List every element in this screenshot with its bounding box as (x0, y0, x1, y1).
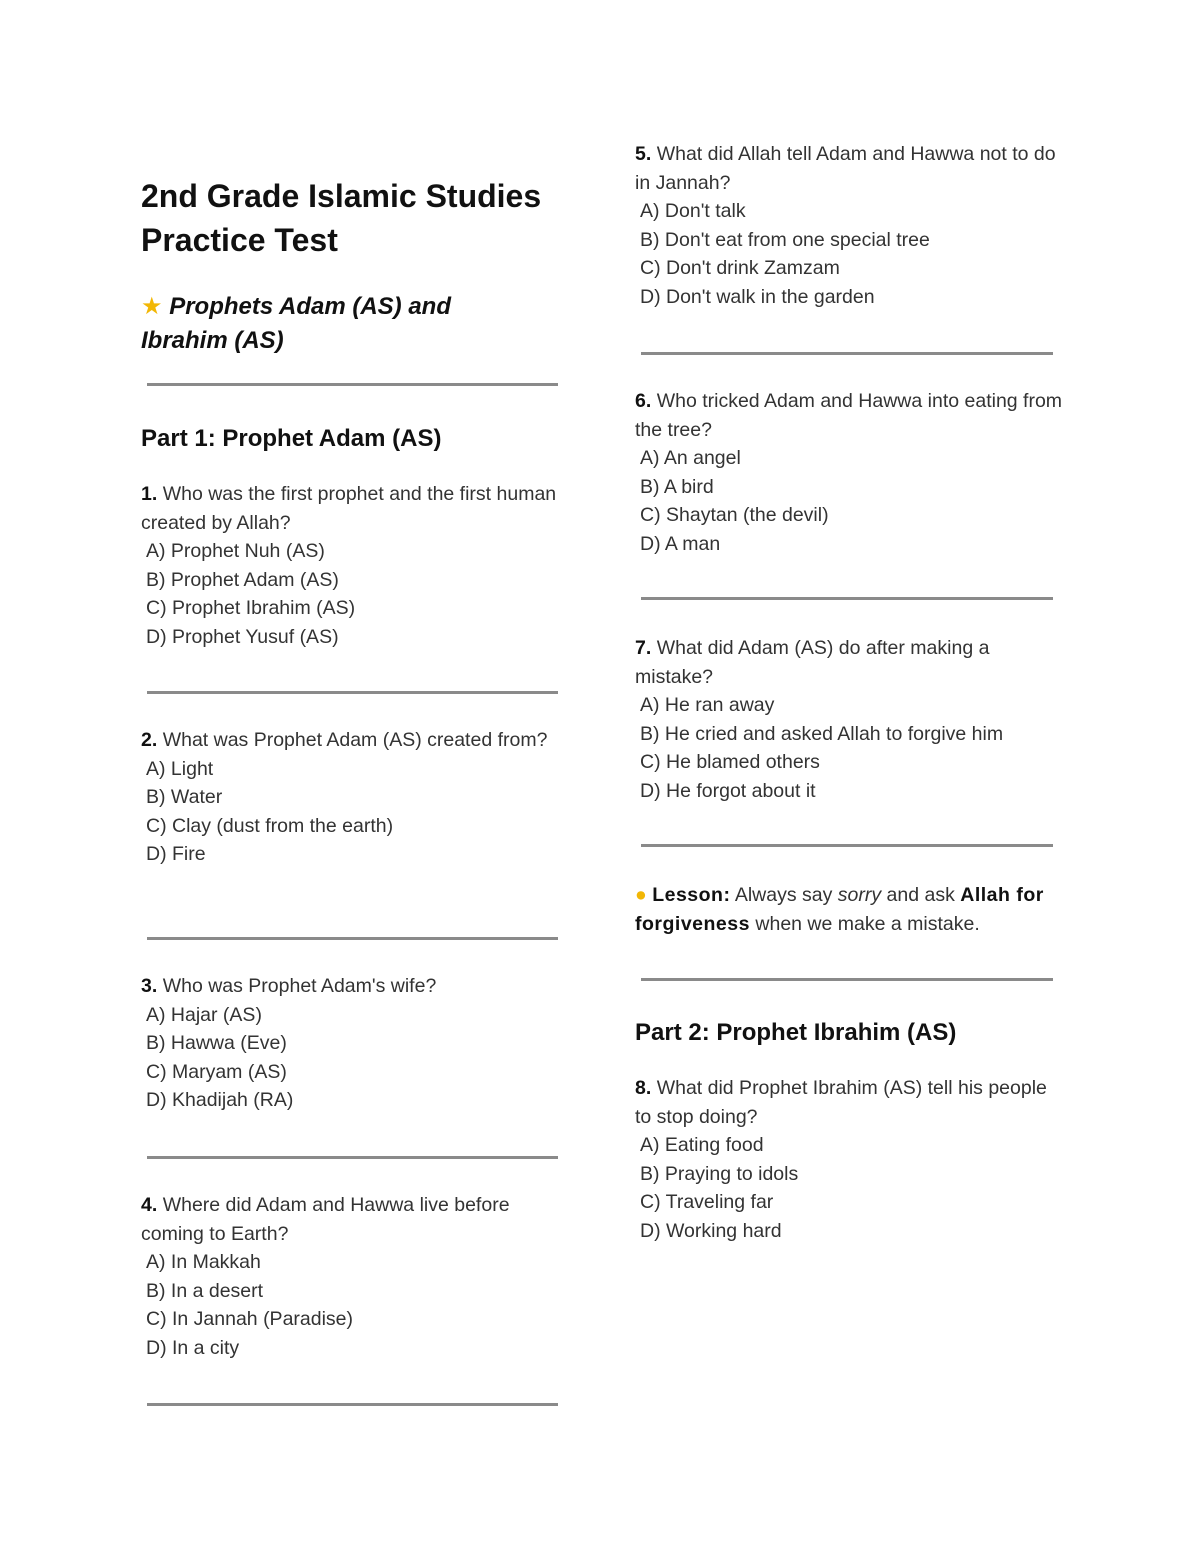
option[interactable]: D) Khadijah (RA) (146, 1089, 294, 1111)
question-text: Where did Adam and Hawwa live before coming to Earth? (141, 1194, 510, 1245)
option[interactable]: C) Maryam (AS) (146, 1060, 287, 1083)
divider (147, 1156, 558, 1159)
divider (147, 1403, 558, 1406)
option[interactable]: D) A man (640, 532, 721, 555)
question-1 (141, 480, 561, 651)
option[interactable]: B) Praying to idols (640, 1162, 799, 1185)
options-list (635, 691, 1065, 805)
question-number: 1. (141, 483, 158, 505)
divider (641, 844, 1053, 847)
options-list (635, 444, 1065, 558)
option[interactable]: A) Prophet Nuh (AS) (146, 540, 325, 562)
part1-heading: Part 1: Prophet Adam (AS) (141, 425, 442, 452)
option[interactable]: C) Traveling far (640, 1191, 774, 1213)
question-text: What did Allah tell Adam and Hawwa not to do in Jannah? (635, 143, 1056, 194)
divider (147, 383, 558, 386)
option[interactable]: D) In a city (146, 1336, 240, 1359)
question-text: What was Prophet Adam (AS) created from? (162, 729, 548, 751)
option[interactable]: A) Light (146, 757, 214, 780)
title-line-2: Practice Test (141, 222, 338, 258)
question-text: What did Prophet Ibrahim (AS) tell his people to stop doing? (635, 1077, 1047, 1128)
option[interactable]: C) In Jannah (Paradise) (146, 1308, 354, 1330)
divider (147, 937, 558, 940)
option[interactable]: C) Prophet Ibrahim (AS) (146, 597, 356, 619)
options-list (635, 1131, 1065, 1245)
question-number: 4. (141, 1194, 158, 1216)
question-text: Who was the first prophet and the first human created by Allah? (141, 483, 557, 534)
option[interactable]: B) Don't eat from one special tree (640, 228, 930, 251)
option[interactable]: A) Don't talk (640, 200, 746, 222)
option[interactable]: C) Shaytan (the devil) (640, 504, 829, 526)
divider (641, 978, 1053, 981)
option[interactable]: A) In Makkah (146, 1251, 261, 1273)
question-number: 7. (635, 637, 652, 659)
options-list (635, 197, 1065, 311)
question-4 (141, 1191, 561, 1362)
question-text: Who was Prophet Adam's wife? (162, 975, 437, 997)
option[interactable]: A) Eating food (640, 1134, 764, 1156)
question-number: 5. (635, 143, 652, 165)
subtitle (141, 290, 451, 358)
divider (641, 352, 1053, 355)
option[interactable]: A) An angel (640, 447, 741, 469)
question-7 (635, 634, 1065, 805)
question-8 (635, 1074, 1065, 1245)
option[interactable]: D) He forgot about it (640, 779, 816, 802)
option[interactable]: C) Don't drink Zamzam (640, 257, 840, 279)
option[interactable]: B) He cried and asked Allah to forgive him (640, 722, 1004, 745)
subtitle-line-1: Prophets Adam (AS) and (169, 293, 451, 320)
options-list (141, 1248, 561, 1362)
question-number: 8. (635, 1077, 652, 1099)
option[interactable]: B) Hawwa (Eve) (146, 1032, 287, 1054)
option[interactable]: B) Water (146, 786, 223, 808)
option[interactable]: C) Clay (dust from the earth) (146, 814, 394, 837)
option[interactable]: A) He ran away (640, 694, 775, 716)
options-list (141, 537, 561, 651)
question-5 (635, 140, 1065, 311)
lesson-note: ● Lesson: Always say sorry and ask Allah for forgiveness when we make a mistake. (635, 884, 1044, 935)
lightbulb-icon: ● (635, 884, 647, 906)
subtitle-line-2: Ibrahim (AS) (141, 327, 284, 354)
option[interactable]: A) Hajar (AS) (146, 1003, 262, 1026)
question-text: What did Adam (AS) do after making a mistake? (635, 637, 990, 688)
lesson-label: Lesson: (652, 884, 731, 906)
option[interactable]: D) Don't walk in the garden (640, 285, 875, 308)
part2-heading: Part 2: Prophet Ibrahim (AS) (635, 1019, 957, 1046)
option[interactable]: C) He blamed others (640, 751, 820, 773)
page-title (141, 174, 541, 262)
option[interactable]: B) In a desert (146, 1279, 264, 1302)
question-number: 6. (635, 390, 652, 412)
option[interactable]: D) Prophet Yusuf (AS) (146, 625, 339, 648)
option[interactable]: D) Working hard (640, 1219, 782, 1242)
divider (147, 691, 558, 694)
title-line-1: 2nd Grade Islamic Studies (141, 178, 542, 214)
question-number: 2. (141, 729, 158, 751)
options-list (141, 1001, 561, 1115)
option[interactable]: D) Fire (146, 843, 206, 865)
question-6 (635, 387, 1065, 558)
star-icon: ★ (141, 293, 163, 320)
question-number: 3. (141, 975, 158, 997)
option[interactable]: B) Prophet Adam (AS) (146, 568, 339, 591)
option[interactable]: B) A bird (640, 475, 714, 498)
divider (641, 597, 1053, 600)
question-text: Who tricked Adam and Hawwa into eating from the tree? (635, 390, 1063, 441)
question-2 (141, 726, 561, 869)
options-list (141, 755, 561, 869)
question-3 (141, 972, 561, 1115)
